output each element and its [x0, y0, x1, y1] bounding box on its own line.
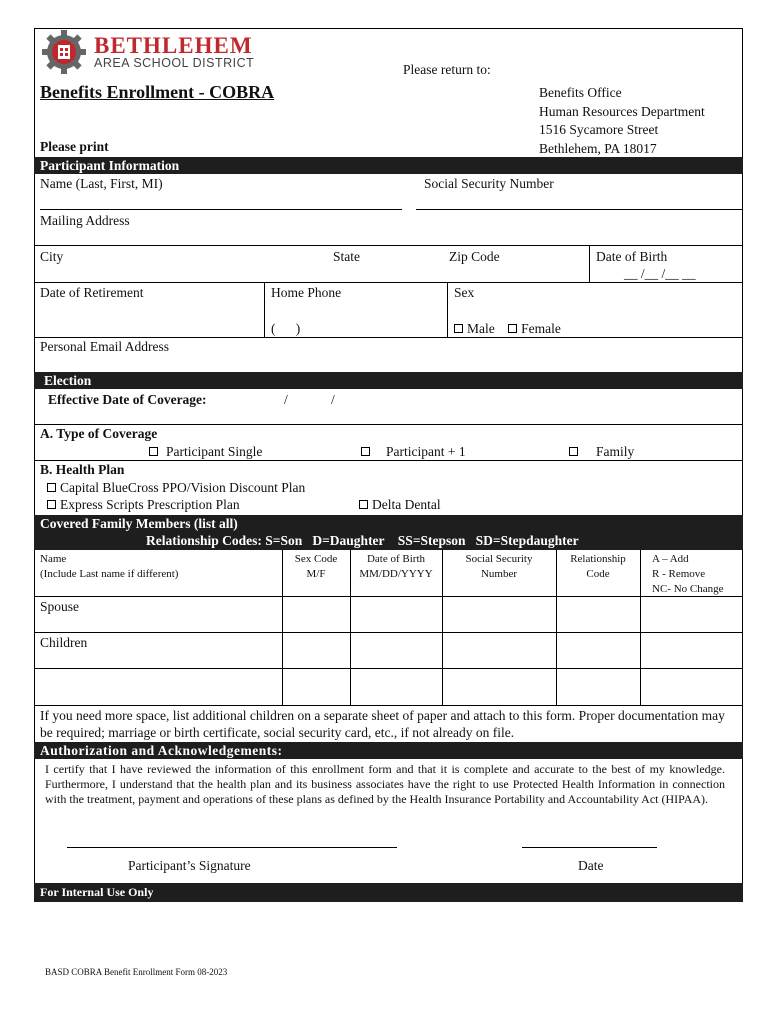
signature-field[interactable]	[67, 847, 397, 848]
option-label: Family	[596, 444, 635, 459]
female-checkbox[interactable]	[508, 324, 517, 333]
email-label: Personal Email Address	[40, 339, 169, 354]
family-checkbox[interactable]	[569, 447, 578, 456]
divider	[34, 596, 743, 597]
col-divider	[442, 550, 443, 705]
address-line: Benefits Office	[539, 85, 622, 100]
signature-label: Participant’s Signature	[128, 858, 251, 873]
col-header-sub: M/F	[306, 568, 326, 580]
city-label: City	[40, 249, 64, 264]
coverage-option-single	[149, 444, 262, 460]
footer-text: BASD COBRA Benefit Enrollment Form 08-2023	[45, 967, 228, 977]
single-checkbox[interactable]	[149, 447, 158, 456]
mailing-label: Mailing Address	[40, 213, 130, 228]
option-label: Participant Single	[166, 444, 263, 459]
divider	[447, 282, 448, 337]
family-note: If you need more space, list additional children on a separate sheet of paper and attach to this form. Proper documentation may be required; marriage or birth certificate, social security card, etc., if not already on file.	[40, 708, 725, 740]
col-divider	[350, 550, 351, 705]
mailing-field[interactable]	[34, 245, 743, 246]
health-option-ppo	[47, 480, 305, 496]
col-divider	[556, 550, 557, 705]
row-spouse: Spouse	[40, 599, 80, 614]
col-header-sub: NC- No Change	[652, 583, 724, 595]
col-divider	[640, 550, 641, 705]
return-label: Please return to:	[403, 62, 491, 77]
col-ssn	[442, 552, 556, 582]
divider	[34, 632, 743, 633]
col-header: Sex Code	[294, 553, 338, 565]
ppo-checkbox[interactable]	[47, 483, 56, 492]
option-label: Express Scripts Prescription Plan	[60, 497, 240, 512]
divider	[34, 337, 743, 338]
divider	[34, 668, 743, 669]
effective-date-sep-2: /	[331, 392, 335, 407]
col-header: Relationship	[570, 553, 626, 565]
option-label: Delta Dental	[372, 497, 441, 512]
ssn-field[interactable]	[416, 209, 742, 210]
address-line: Bethlehem, PA 18017	[539, 140, 657, 156]
state-label: State	[333, 249, 360, 264]
section-election: Election	[34, 372, 743, 389]
divider	[589, 245, 590, 282]
sex-label: Sex	[454, 285, 475, 300]
divider	[264, 282, 265, 337]
internal-use-bar: For Internal Use Only	[34, 883, 743, 902]
section-participant: Participant Information	[34, 157, 743, 174]
plus-one-checkbox[interactable]	[361, 447, 370, 456]
date-label: Date	[578, 858, 604, 873]
name-label: Name (Last, First, MI)	[40, 176, 163, 191]
effective-date-sep-1: /	[284, 392, 288, 407]
section-authorization: Authorization and Acknowledgements:	[34, 742, 743, 759]
divider	[34, 705, 743, 706]
return-address	[539, 84, 705, 158]
divider	[34, 424, 743, 425]
coverage-title: A. Type of Coverage	[40, 426, 158, 441]
sex-options	[454, 321, 561, 337]
effective-date-label: Effective Date of Coverage:	[48, 392, 207, 407]
retirement-label: Date of Retirement	[40, 285, 144, 300]
col-relationship	[556, 552, 640, 582]
family-title: Covered Family Members (list all)	[40, 516, 238, 531]
divider	[34, 460, 743, 461]
phone-field[interactable]: ( )	[271, 321, 301, 336]
col-action	[652, 552, 724, 597]
dob-field[interactable]: __ /__ /__ __	[624, 266, 696, 281]
option-label: Participant + 1	[386, 444, 466, 459]
coverage-option-family	[569, 444, 634, 460]
col-name	[40, 552, 178, 582]
col-header: A – Add	[652, 553, 689, 565]
col-header-sub: Code	[586, 568, 610, 580]
logo-title: BETHLEHEM	[94, 33, 253, 58]
female-label: Female	[521, 321, 561, 336]
address-line: Human Resources Department	[539, 103, 705, 119]
health-title: B. Health Plan	[40, 462, 125, 477]
col-header: Date of Birth	[366, 553, 426, 565]
authorization-text: I certify that I have reviewed the information of this enrollment form and that it is complete and accurate to the best of my knowledge. Furthermore, I understand that the health plan and its business associates have the right to use Protected Health Information in connection with the treatment, payment and operations of these plans as defined by the Health Insurance Portability and Accountability Act (HIPAA).	[45, 762, 725, 806]
col-divider	[282, 550, 283, 705]
section-family	[34, 515, 743, 550]
logo-subtitle: AREA SCHOOL DISTRICT	[94, 56, 255, 70]
col-dob	[350, 552, 442, 582]
male-checkbox[interactable]	[454, 324, 463, 333]
col-header-sub: (Include Last name if different)	[40, 568, 179, 580]
date-field[interactable]	[522, 847, 657, 848]
form-title: Benefits Enrollment - COBRA	[40, 82, 275, 102]
col-header: Name	[40, 553, 67, 565]
col-header: Social Security	[465, 553, 533, 565]
col-header-sub: Number	[480, 568, 518, 580]
name-field[interactable]	[40, 209, 402, 210]
relationship-codes: Relationship Codes: S=Son D=Daughter SS=Stepson SD=Stepdaughter	[146, 533, 579, 548]
col-header-sub: MM/DD/YYYY	[359, 568, 433, 580]
zip-label: Zip Code	[449, 249, 500, 264]
ssn-label: Social Security Number	[424, 176, 554, 191]
coverage-option-plus-one	[361, 444, 466, 460]
phone-label: Home Phone	[271, 285, 342, 300]
dob-label: Date of Birth	[596, 249, 668, 264]
health-option-dental	[359, 497, 441, 513]
male-label: Male	[467, 321, 495, 336]
dental-checkbox[interactable]	[359, 500, 368, 509]
col-header-sub: R - Remove	[652, 568, 706, 580]
rx-checkbox[interactable]	[47, 500, 56, 509]
address-line: 1516 Sycamore Street	[539, 122, 659, 137]
option-label: Capital BlueCross PPO/Vision Discount Plan	[60, 480, 306, 495]
please-print: Please print	[40, 139, 109, 154]
row-children: Children	[40, 635, 88, 650]
col-sex	[282, 552, 350, 582]
health-option-rx	[47, 497, 240, 513]
divider	[34, 282, 743, 283]
